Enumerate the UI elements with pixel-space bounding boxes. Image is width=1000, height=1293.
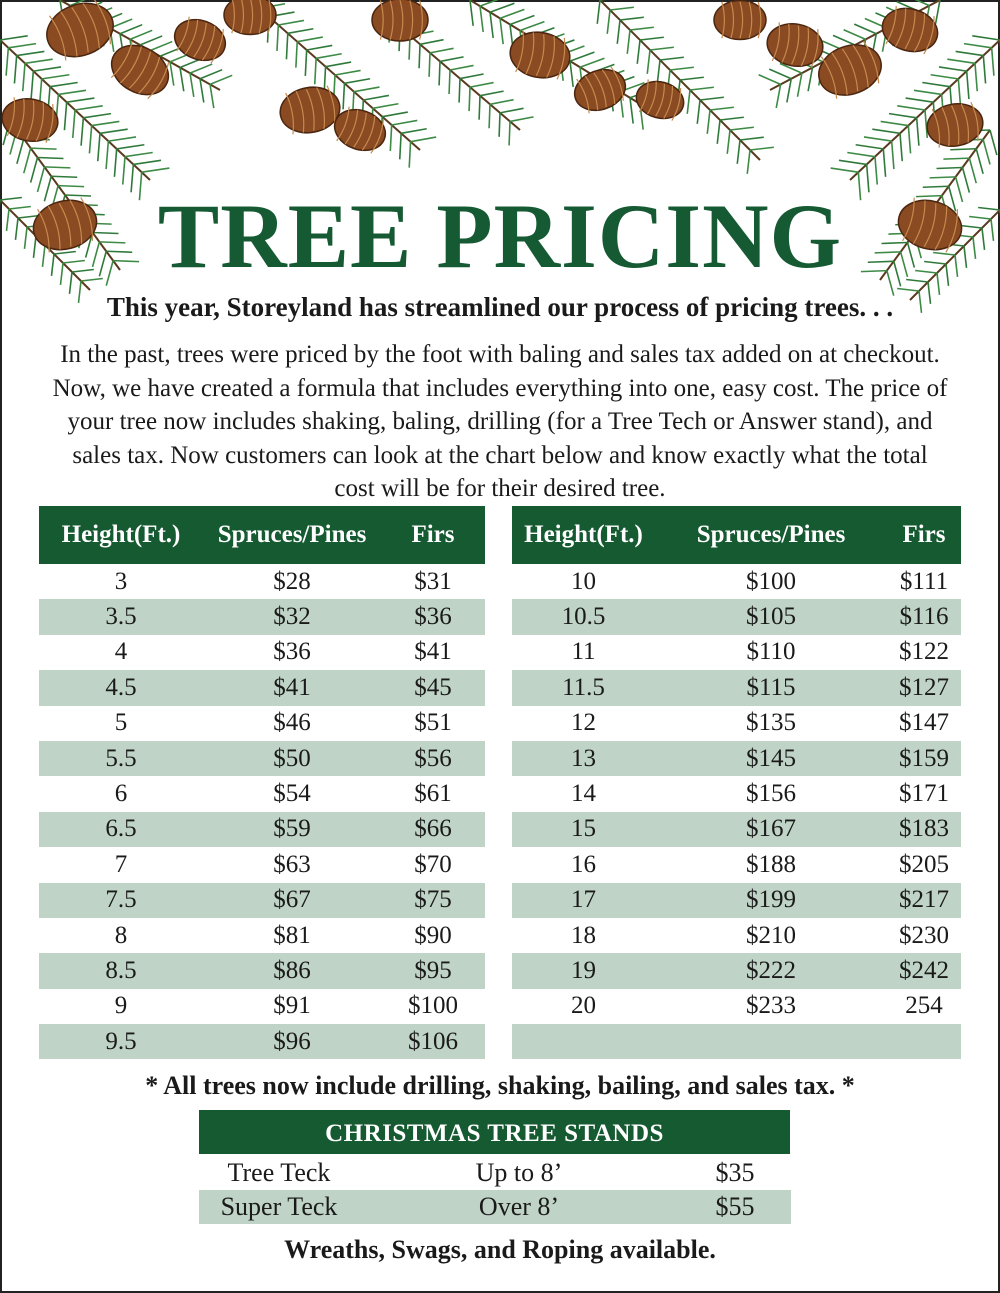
height-cell: 13 bbox=[512, 741, 655, 776]
table-row bbox=[512, 670, 961, 705]
height-cell: 9.5 bbox=[39, 1024, 203, 1059]
stands-table bbox=[199, 1156, 791, 1224]
table-row bbox=[39, 741, 485, 776]
table-row bbox=[512, 953, 961, 988]
fir-price-cell: $230 bbox=[899, 921, 949, 949]
included-services-note: * All trees now include drilling, shaking, bailing, and sales tax. * bbox=[145, 1071, 855, 1100]
height-cell: 10.5 bbox=[512, 599, 655, 634]
spruce-pine-price-cell: $36 bbox=[273, 638, 311, 666]
height-cell: 5 bbox=[114, 709, 128, 737]
table-row bbox=[39, 776, 485, 811]
stand-size: Over 8’ bbox=[359, 1190, 679, 1224]
fir-price-cell: $36 bbox=[381, 599, 485, 634]
table-row bbox=[512, 989, 961, 1024]
spruce-pine-price-cell: $54 bbox=[273, 780, 311, 808]
fir-price-cell: $51 bbox=[414, 709, 452, 737]
fir-price-cell: $183 bbox=[887, 812, 961, 847]
spruce-pine-price-cell: $222 bbox=[655, 953, 887, 988]
fir-price-cell: $106 bbox=[381, 1024, 485, 1059]
fir-price-cell: $75 bbox=[381, 883, 485, 918]
pinecone bbox=[0, 94, 61, 145]
table-row bbox=[512, 812, 961, 847]
page-title: TREE PRICING bbox=[157, 185, 843, 287]
fir-price-cell: $56 bbox=[381, 741, 485, 776]
height-cell bbox=[512, 1024, 655, 1059]
height-cell: 12 bbox=[571, 709, 596, 737]
spruce-pine-price-cell: $156 bbox=[746, 780, 796, 808]
spruce-pine-price-cell: $115 bbox=[655, 670, 887, 705]
table-row bbox=[512, 883, 961, 918]
fir-price-cell: $122 bbox=[899, 638, 949, 666]
column-header-spruces-pines: Spruces/Pines bbox=[655, 506, 887, 564]
height-cell: 16 bbox=[571, 850, 596, 878]
height-cell: 3.5 bbox=[39, 599, 203, 634]
spruce-pine-price-cell: $59 bbox=[203, 812, 381, 847]
height-cell: 8 bbox=[114, 921, 128, 949]
height-cell: 18 bbox=[571, 921, 596, 949]
column-header-spruces-pines: Spruces/Pines bbox=[203, 506, 381, 564]
spruce-pine-price-cell: $67 bbox=[203, 883, 381, 918]
table-row bbox=[39, 635, 485, 670]
pinecone bbox=[507, 28, 574, 83]
pinecone bbox=[372, 0, 428, 41]
subtitle: This year, Storeyland has streamlined our process of pricing trees. . . bbox=[106, 292, 894, 322]
spruce-pine-price-cell: $81 bbox=[273, 921, 311, 949]
spruce-pine-price-cell: $96 bbox=[203, 1024, 381, 1059]
table-row bbox=[39, 599, 485, 634]
fir-price-cell: $171 bbox=[899, 780, 949, 808]
table-row bbox=[39, 847, 485, 882]
height-cell: 7.5 bbox=[39, 883, 203, 918]
column-header-firs: Firs bbox=[887, 506, 961, 564]
pinecone bbox=[878, 2, 943, 57]
spruce-pine-price-cell: $63 bbox=[273, 850, 311, 878]
fir-price-cell bbox=[887, 1024, 961, 1059]
fir-price-cell: $100 bbox=[408, 992, 458, 1020]
fir-price-cell: $127 bbox=[887, 670, 961, 705]
fir-price-cell: $242 bbox=[887, 953, 961, 988]
pinecone bbox=[103, 36, 177, 105]
spruce-pine-price-cell: $110 bbox=[746, 638, 796, 666]
stand-price: $35 bbox=[715, 1158, 755, 1187]
spruce-pine-price-cell: $86 bbox=[203, 953, 381, 988]
column-header-firs: Firs bbox=[381, 506, 485, 564]
table-row bbox=[199, 1156, 791, 1190]
height-cell: 11 bbox=[571, 638, 596, 666]
height-cell: 3 bbox=[114, 567, 128, 595]
height-cell: 7 bbox=[114, 850, 128, 878]
stand-name: Super Teck bbox=[199, 1190, 359, 1224]
height-cell: 10 bbox=[571, 567, 596, 595]
stand-name: Tree Teck bbox=[227, 1158, 331, 1187]
fir-price-cell: $70 bbox=[414, 850, 452, 878]
column-header-height: Height(Ft.) bbox=[512, 506, 655, 564]
fir-price-cell: $147 bbox=[899, 709, 949, 737]
pricing-table-right bbox=[512, 506, 961, 1059]
table-row bbox=[39, 953, 485, 988]
fir-price-cell: $159 bbox=[887, 741, 961, 776]
table-row bbox=[39, 706, 485, 741]
height-cell: 6 bbox=[114, 780, 128, 808]
table-row bbox=[39, 812, 485, 847]
fir-price-cell: $31 bbox=[414, 567, 452, 595]
spruce-pine-price-cell: $135 bbox=[746, 709, 796, 737]
spruce-pine-price-cell: $41 bbox=[203, 670, 381, 705]
spruce-pine-price-cell: $32 bbox=[203, 599, 381, 634]
table-row bbox=[512, 776, 961, 811]
fir-price-cell: $111 bbox=[899, 567, 949, 595]
table-row bbox=[39, 918, 485, 953]
height-cell: 9 bbox=[114, 992, 128, 1020]
table-row bbox=[39, 989, 485, 1024]
height-cell: 14 bbox=[571, 780, 596, 808]
spruce-pine-price-cell: $167 bbox=[655, 812, 887, 847]
pricing-table-left bbox=[39, 506, 485, 1059]
fir-price-cell: $217 bbox=[887, 883, 961, 918]
height-cell: 8.5 bbox=[39, 953, 203, 988]
table-row bbox=[199, 1190, 791, 1224]
height-cell: 17 bbox=[512, 883, 655, 918]
table-row bbox=[39, 1024, 485, 1059]
table-row bbox=[512, 635, 961, 670]
pinecone bbox=[714, 1, 766, 40]
fir-price-cell: $90 bbox=[414, 921, 452, 949]
spruce-pine-price-cell: $28 bbox=[273, 567, 311, 595]
fir-price-cell: $95 bbox=[381, 953, 485, 988]
table-row bbox=[512, 599, 961, 634]
table-row bbox=[512, 741, 961, 776]
height-cell: 20 bbox=[571, 992, 596, 1020]
fir-price-cell: $116 bbox=[887, 599, 961, 634]
spruce-pine-price-cell: $188 bbox=[746, 850, 796, 878]
stand-size: Up to 8’ bbox=[475, 1158, 563, 1187]
height-cell: 19 bbox=[512, 953, 655, 988]
spruce-pine-price-cell: $233 bbox=[746, 992, 796, 1020]
height-cell: 4 bbox=[114, 638, 128, 666]
footer-text: Wreaths, Swags, and Roping available. bbox=[284, 1235, 716, 1264]
height-cell: 15 bbox=[512, 812, 655, 847]
column-header-height: Height(Ft.) bbox=[39, 506, 203, 564]
table-row bbox=[512, 847, 961, 882]
spruce-pine-price-cell bbox=[655, 1024, 887, 1059]
spruce-pine-price-cell: $46 bbox=[273, 709, 311, 737]
table-row bbox=[39, 564, 485, 599]
fir-price-cell: $41 bbox=[414, 638, 452, 666]
table-row bbox=[512, 918, 961, 953]
fir-price-cell: $61 bbox=[414, 780, 452, 808]
spruce-pine-price-cell: $199 bbox=[655, 883, 887, 918]
table-row bbox=[512, 706, 961, 741]
intro-paragraph: In the past, trees were priced by the foot with baling and sales tax added on at checkout. Now, we have created a formula that includes everything into one, easy cost. The price of your tree now includes shaking, baling, drilling (for a Tree Tech or Answer stand), and sales tax. Now customers can look at the chart below and know exactly what the total cost will be for their desired tree. bbox=[52, 341, 948, 502]
spruce-pine-price-cell: $145 bbox=[655, 741, 887, 776]
pinecone bbox=[764, 19, 826, 70]
table-row bbox=[512, 564, 961, 599]
spruce-pine-price-cell: $91 bbox=[273, 992, 311, 1020]
pinecone bbox=[224, 0, 276, 35]
height-cell: 6.5 bbox=[39, 812, 203, 847]
fir-price-cell: 254 bbox=[905, 992, 943, 1020]
table-row bbox=[512, 1024, 961, 1059]
spruce-pine-price-cell: $50 bbox=[203, 741, 381, 776]
spruce-pine-price-cell: $105 bbox=[655, 599, 887, 634]
spruce-pine-price-cell: $100 bbox=[746, 567, 796, 595]
height-cell: 11.5 bbox=[512, 670, 655, 705]
height-cell: 4.5 bbox=[39, 670, 203, 705]
fir-price-cell: $45 bbox=[381, 670, 485, 705]
table-row bbox=[39, 883, 485, 918]
height-cell: 5.5 bbox=[39, 741, 203, 776]
stands-heading: CHRISTMAS TREE STANDS bbox=[199, 1110, 790, 1154]
table-row bbox=[39, 670, 485, 705]
stand-price: $55 bbox=[679, 1190, 791, 1224]
fir-price-cell: $205 bbox=[899, 850, 949, 878]
spruce-pine-price-cell: $210 bbox=[746, 921, 796, 949]
fir-price-cell: $66 bbox=[381, 812, 485, 847]
